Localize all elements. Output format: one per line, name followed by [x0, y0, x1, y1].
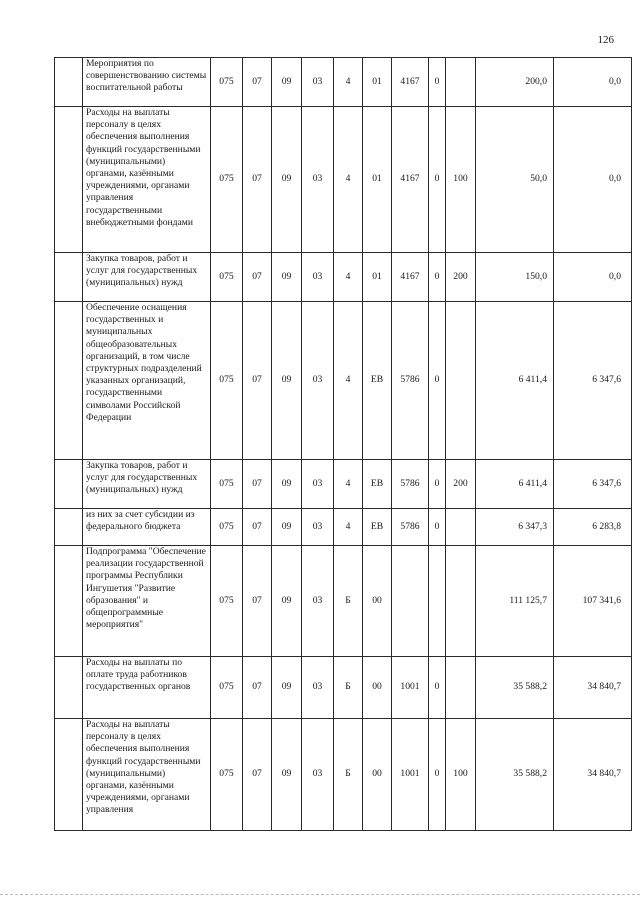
table-row — [55, 546, 632, 657]
code-section: 07 — [243, 657, 272, 719]
code-expense-type: 100 — [446, 107, 476, 253]
code-subsection: 09 — [272, 460, 302, 509]
blank-cell — [55, 302, 83, 460]
scan-edge-marks — [0, 894, 640, 897]
code-expense-type: 200 — [446, 460, 476, 509]
amount-1: 35 588,2 — [476, 657, 554, 719]
amount-1: 6 347,3 — [476, 509, 554, 546]
code-ministry: 075 — [211, 657, 243, 719]
code-flag: 0 — [429, 460, 446, 509]
code-direction: 5786 — [392, 302, 429, 460]
code-flag: 0 — [429, 58, 446, 107]
amount-2: 34 840,7 — [554, 657, 632, 719]
code-subprogram: Б — [334, 657, 363, 719]
amount-2: 0,0 — [554, 58, 632, 107]
blank-cell — [55, 460, 83, 509]
code-ministry: 075 — [211, 302, 243, 460]
code-flag: 0 — [429, 302, 446, 460]
code-measure: 01 — [363, 253, 392, 302]
amount-2: 0,0 — [554, 107, 632, 253]
code-subprogram: Б — [334, 546, 363, 657]
code-direction: 5786 — [392, 460, 429, 509]
amount-1: 6 411,4 — [476, 302, 554, 460]
code-program: 03 — [302, 107, 334, 253]
code-subprogram: Б — [334, 719, 363, 831]
code-direction: 5786 — [392, 509, 429, 546]
code-subprogram: 4 — [334, 302, 363, 460]
blank-cell — [55, 546, 83, 657]
code-program: 03 — [302, 719, 334, 831]
code-flag: 0 — [429, 253, 446, 302]
code-ministry: 075 — [211, 509, 243, 546]
blank-cell — [55, 107, 83, 253]
code-flag — [429, 546, 446, 657]
code-program: 03 — [302, 657, 334, 719]
code-expense-type — [446, 58, 476, 107]
code-expense-type: 100 — [446, 719, 476, 831]
code-ministry: 075 — [211, 460, 243, 509]
code-program: 03 — [302, 302, 334, 460]
amount-1: 111 125,7 — [476, 546, 554, 657]
code-section: 07 — [243, 107, 272, 253]
code-expense-type — [446, 509, 476, 546]
code-subsection: 09 — [272, 107, 302, 253]
amount-2: 6 347,6 — [554, 460, 632, 509]
code-measure: 00 — [363, 546, 392, 657]
code-subprogram: 4 — [334, 509, 363, 546]
budget-table — [54, 57, 632, 831]
code-flag: 0 — [429, 107, 446, 253]
amount-2: 0,0 — [554, 253, 632, 302]
code-subprogram: 4 — [334, 107, 363, 253]
code-ministry: 075 — [211, 253, 243, 302]
code-flag: 0 — [429, 509, 446, 546]
blank-cell — [55, 58, 83, 107]
row-name: Подпрограмма "Обеспечение реализации государственной программы Республики Ингушетия "Развитие образования" и общепрограммные мероприятия" — [83, 546, 211, 657]
code-expense-type — [446, 302, 476, 460]
blank-cell — [55, 253, 83, 302]
row-name: Обеспечение оснащения государственных и муниципальных общеобразовательных организаций, в том числе структурных подразделений указанных организаций, государственными символами Российской Федерации — [83, 302, 211, 460]
code-section: 07 — [243, 546, 272, 657]
code-section: 07 — [243, 58, 272, 107]
code-direction: 4167 — [392, 107, 429, 253]
code-measure: ЕВ — [363, 460, 392, 509]
amount-1: 150,0 — [476, 253, 554, 302]
code-measure: ЕВ — [363, 302, 392, 460]
code-subsection: 09 — [272, 719, 302, 831]
blank-cell — [55, 657, 83, 719]
page-number: 126 — [597, 34, 614, 46]
code-expense-type: 200 — [446, 253, 476, 302]
code-program: 03 — [302, 546, 334, 657]
amount-1: 50,0 — [476, 107, 554, 253]
table-row — [55, 58, 632, 107]
amount-1: 200,0 — [476, 58, 554, 107]
row-name: из них за счет субсидии из федерального бюджета — [83, 509, 211, 546]
code-direction: 4167 — [392, 58, 429, 107]
code-section: 07 — [243, 460, 272, 509]
table-row — [55, 302, 632, 460]
code-ministry: 075 — [211, 107, 243, 253]
code-subsection: 09 — [272, 546, 302, 657]
code-subsection: 09 — [272, 253, 302, 302]
code-direction: 1001 — [392, 657, 429, 719]
code-direction — [392, 546, 429, 657]
row-name: Расходы на выплаты персоналу в целях обеспечения выполнения функций государственными (муниципальными) органами, казёнными учреждениями, органами управления государственными внебюджетными фондами — [83, 107, 211, 253]
code-direction: 1001 — [392, 719, 429, 831]
code-expense-type — [446, 657, 476, 719]
code-program: 03 — [302, 58, 334, 107]
code-measure: 01 — [363, 107, 392, 253]
blank-cell — [55, 719, 83, 831]
row-name: Закупка товаров, работ и услуг для государственных (муниципальных) нужд — [83, 253, 211, 302]
code-measure: ЕВ — [363, 509, 392, 546]
code-program: 03 — [302, 460, 334, 509]
table-row — [55, 719, 632, 831]
row-name: Закупка товаров, работ и услуг для государственных (муниципальных) нужд — [83, 460, 211, 509]
code-program: 03 — [302, 253, 334, 302]
code-measure: 01 — [363, 58, 392, 107]
code-subprogram: 4 — [334, 58, 363, 107]
table-row — [55, 253, 632, 302]
amount-2: 6 347,6 — [554, 302, 632, 460]
code-section: 07 — [243, 302, 272, 460]
row-name: Расходы на выплаты персоналу в целях обеспечения выполнения функций государственными (муниципальными) органами, казёнными учреждениями, органами управления — [83, 719, 211, 831]
code-expense-type — [446, 546, 476, 657]
table-row — [55, 107, 632, 253]
row-name: Расходы на выплаты по оплате труда работников государственных органов — [83, 657, 211, 719]
amount-1: 35 588,2 — [476, 719, 554, 831]
code-section: 07 — [243, 509, 272, 546]
row-name: Мероприятия по совершенствованию системы воспитательной работы — [83, 58, 211, 107]
code-flag: 0 — [429, 657, 446, 719]
code-program: 03 — [302, 509, 334, 546]
table-row — [55, 657, 632, 719]
code-subsection: 09 — [272, 657, 302, 719]
code-ministry: 075 — [211, 58, 243, 107]
code-ministry: 075 — [211, 719, 243, 831]
code-subprogram: 4 — [334, 253, 363, 302]
table-row — [55, 460, 632, 509]
code-section: 07 — [243, 719, 272, 831]
code-subsection: 09 — [272, 509, 302, 546]
code-subprogram: 4 — [334, 460, 363, 509]
table-row — [55, 509, 632, 546]
code-subsection: 09 — [272, 302, 302, 460]
code-ministry: 075 — [211, 546, 243, 657]
code-flag: 0 — [429, 719, 446, 831]
amount-1: 6 411,4 — [476, 460, 554, 509]
code-subsection: 09 — [272, 58, 302, 107]
amount-2: 6 283,8 — [554, 509, 632, 546]
amount-2: 34 840,7 — [554, 719, 632, 831]
code-direction: 4167 — [392, 253, 429, 302]
code-measure: 00 — [363, 719, 392, 831]
code-section: 07 — [243, 253, 272, 302]
amount-2: 107 341,6 — [554, 546, 632, 657]
code-measure: 00 — [363, 657, 392, 719]
blank-cell — [55, 509, 83, 546]
